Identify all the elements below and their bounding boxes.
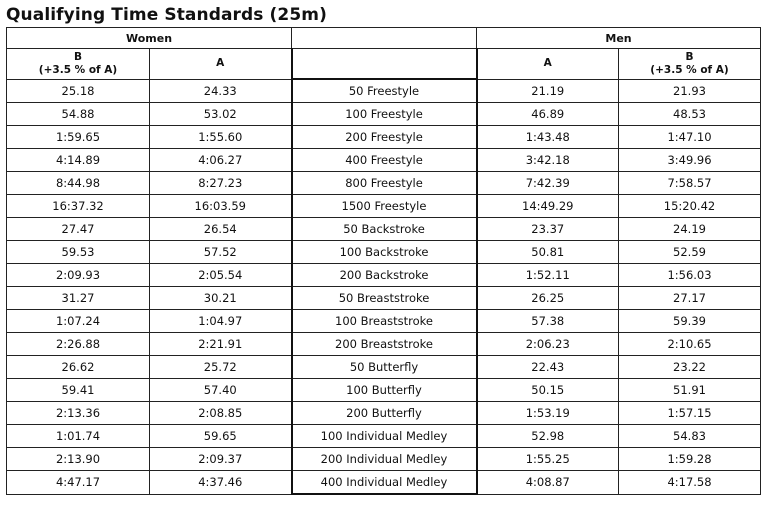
- women-header: Women: [7, 28, 292, 49]
- women-a-time: 16:03.59: [150, 195, 292, 218]
- table-row: [7, 241, 761, 264]
- women-b-sub: (+3.5 % of A): [38, 63, 118, 76]
- men-b-time: 3:49.96: [619, 149, 761, 172]
- table-row: [7, 172, 761, 195]
- men-b-time: 1:47.10: [619, 126, 761, 149]
- table-row: [7, 287, 761, 310]
- event-name: 100 Butterfly: [292, 379, 477, 402]
- event-header: [292, 49, 477, 80]
- men-b-header: [619, 49, 761, 80]
- men-a-time: 3:42.18: [477, 149, 619, 172]
- women-a-time: 1:55.60: [150, 126, 292, 149]
- men-b-time: 4:17.58: [619, 471, 761, 495]
- men-b-time: 27.17: [619, 287, 761, 310]
- men-b-time: 21.93: [619, 79, 761, 103]
- women-b-time: 25.18: [7, 79, 150, 103]
- event-name: 200 Butterfly: [292, 402, 477, 425]
- men-a-time: 50.81: [477, 241, 619, 264]
- event-name: 50 Butterfly: [292, 356, 477, 379]
- women-b-time: 2:13.36: [7, 402, 150, 425]
- table-row: [7, 195, 761, 218]
- event-name: 200 Backstroke: [292, 264, 477, 287]
- women-a-time: 2:21.91: [150, 333, 292, 356]
- event-name: 100 Freestyle: [292, 103, 477, 126]
- women-a-time: 1:04.97: [150, 310, 292, 333]
- standards-body: [7, 79, 761, 494]
- table-row: [7, 379, 761, 402]
- men-header: Men: [477, 28, 761, 49]
- event-name: 800 Freestyle: [292, 172, 477, 195]
- men-b-time: 54.83: [619, 425, 761, 448]
- women-a-time: 53.02: [150, 103, 292, 126]
- women-b-time: 27.47: [7, 218, 150, 241]
- men-b-label: B: [685, 50, 694, 63]
- women-b-time: 59.41: [7, 379, 150, 402]
- women-b-time: 1:01.74: [7, 425, 150, 448]
- women-b-time: 4:14.89: [7, 149, 150, 172]
- page-title: Qualifying Time Standards (25m): [6, 5, 327, 25]
- women-a-time: 4:06.27: [150, 149, 292, 172]
- event-name: 100 Breaststroke: [292, 310, 477, 333]
- men-a-time: 1:52.11: [477, 264, 619, 287]
- men-b-time: 1:56.03: [619, 264, 761, 287]
- event-name: 50 Freestyle: [292, 79, 477, 103]
- women-a-time: 24.33: [150, 79, 292, 103]
- men-a-header: A: [477, 49, 619, 80]
- men-a-time: 52.98: [477, 425, 619, 448]
- men-a-time: 50.15: [477, 379, 619, 402]
- women-a-time: 4:37.46: [150, 471, 292, 495]
- table-row: [7, 448, 761, 471]
- women-a-time: 57.52: [150, 241, 292, 264]
- women-a-time: 8:27.23: [150, 172, 292, 195]
- men-a-time: 23.37: [477, 218, 619, 241]
- men-b-time: 51.91: [619, 379, 761, 402]
- men-a-time: 21.19: [477, 79, 619, 103]
- women-b-time: 31.27: [7, 287, 150, 310]
- men-b-time: 59.39: [619, 310, 761, 333]
- men-b-time: 1:59.28: [619, 448, 761, 471]
- women-b-time: 8:44.98: [7, 172, 150, 195]
- event-name: 200 Breaststroke: [292, 333, 477, 356]
- event-header-blank: [292, 28, 477, 49]
- women-b-time: 2:13.90: [7, 448, 150, 471]
- event-name: 200 Individual Medley: [292, 448, 477, 471]
- women-a-time: 26.54: [150, 218, 292, 241]
- women-b-time: 16:37.32: [7, 195, 150, 218]
- table-row: [7, 471, 761, 495]
- event-name: 400 Individual Medley: [292, 471, 477, 495]
- table-row: [7, 402, 761, 425]
- men-a-time: 1:55.25: [477, 448, 619, 471]
- event-name: 200 Freestyle: [292, 126, 477, 149]
- men-b-time: 52.59: [619, 241, 761, 264]
- men-b-time: 23.22: [619, 356, 761, 379]
- table-row: [7, 126, 761, 149]
- women-a-time: 2:05.54: [150, 264, 292, 287]
- event-name: 1500 Freestyle: [292, 195, 477, 218]
- event-name: 400 Freestyle: [292, 149, 477, 172]
- women-b-time: 54.88: [7, 103, 150, 126]
- men-b-time: 1:57.15: [619, 402, 761, 425]
- men-a-time: 14:49.29: [477, 195, 619, 218]
- women-b-time: 26.62: [7, 356, 150, 379]
- men-a-time: 46.89: [477, 103, 619, 126]
- men-b-time: 2:10.65: [619, 333, 761, 356]
- table-row: [7, 425, 761, 448]
- event-name: 50 Breaststroke: [292, 287, 477, 310]
- women-a-time: 30.21: [150, 287, 292, 310]
- men-a-time: 22.43: [477, 356, 619, 379]
- women-b-time: 1:59.65: [7, 126, 150, 149]
- men-a-time: 7:42.39: [477, 172, 619, 195]
- table-row: [7, 103, 761, 126]
- women-a-header: A: [150, 49, 292, 80]
- standards-table: [6, 27, 761, 495]
- table-row: [7, 356, 761, 379]
- men-a-time: 57.38: [477, 310, 619, 333]
- men-b-time: 15:20.42: [619, 195, 761, 218]
- women-b-label: B: [73, 50, 82, 63]
- men-a-time: 2:06.23: [477, 333, 619, 356]
- men-b-time: 48.53: [619, 103, 761, 126]
- men-b-time: 7:58.57: [619, 172, 761, 195]
- women-b-header: [7, 49, 150, 80]
- event-name: 100 Individual Medley: [292, 425, 477, 448]
- men-b-time: 24.19: [619, 218, 761, 241]
- women-b-time: 1:07.24: [7, 310, 150, 333]
- women-b-time: 4:47.17: [7, 471, 150, 495]
- women-a-time: 59.65: [150, 425, 292, 448]
- women-a-time: 2:08.85: [150, 402, 292, 425]
- women-b-time: 2:26.88: [7, 333, 150, 356]
- table-row: [7, 333, 761, 356]
- table-row: [7, 264, 761, 287]
- men-a-time: 1:53.19: [477, 402, 619, 425]
- women-b-time: 2:09.93: [7, 264, 150, 287]
- men-a-time: 1:43.48: [477, 126, 619, 149]
- men-a-time: 26.25: [477, 287, 619, 310]
- table-row: [7, 218, 761, 241]
- event-name: 50 Backstroke: [292, 218, 477, 241]
- women-a-time: 57.40: [150, 379, 292, 402]
- women-a-time: 25.72: [150, 356, 292, 379]
- table-row: [7, 310, 761, 333]
- women-a-time: 2:09.37: [150, 448, 292, 471]
- event-name: 100 Backstroke: [292, 241, 477, 264]
- men-b-sub: (+3.5 % of A): [650, 63, 729, 76]
- women-b-time: 59.53: [7, 241, 150, 264]
- table-row: [7, 79, 761, 103]
- table-row: [7, 149, 761, 172]
- men-a-time: 4:08.87: [477, 471, 619, 495]
